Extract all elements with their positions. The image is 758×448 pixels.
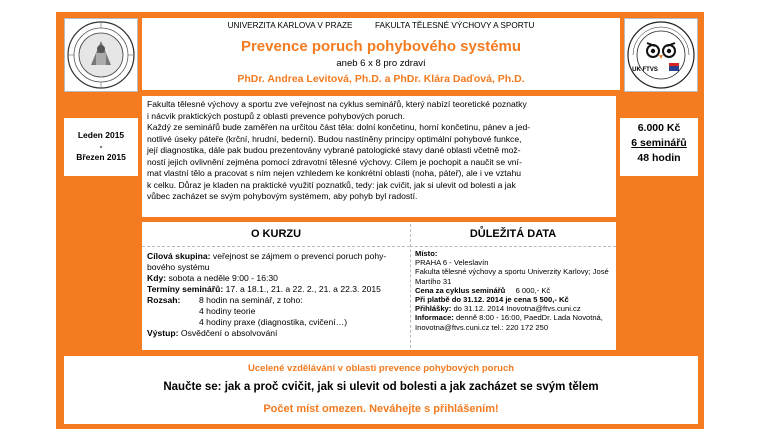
price-hours: 48 hodin — [637, 152, 681, 164]
course-heading: O KURZU — [250, 228, 302, 240]
important-heading: DŮLEŽITÁ DATA — [469, 228, 557, 240]
price-block — [620, 121, 698, 166]
info-value: denně 8:00 - 16:00, PaedDr. Lada Novotná, — [455, 313, 603, 323]
place-label: Místo: — [415, 249, 438, 258]
early-value: 5 500,- Kč — [533, 295, 569, 305]
date-to: Březen 2015 — [76, 152, 126, 162]
place-line: PRAHA 6 - Veleslavín — [415, 258, 489, 268]
date-dash: - — [99, 141, 103, 151]
ftvs-logo — [624, 18, 698, 92]
seal-icon — [65, 19, 137, 91]
intro-line: i nácvik praktických postupů z oblasti prevence pohybových poruch. — [147, 110, 405, 121]
when-label: Kdy: — [147, 273, 167, 283]
footer-line1: Ucelené vzdělávání v oblasti prevence pohybových poruch — [247, 363, 515, 374]
important-details — [415, 249, 613, 332]
price-amount: 6.000 Kč — [637, 122, 681, 134]
important-heading-rule — [410, 246, 616, 247]
university-name: UNIVERZITA KARLOVA V PRAZE — [227, 21, 353, 30]
scope-item: 8 hodin na seminář, z toho: — [199, 295, 303, 305]
faculty-name: FAKULTA TĚLESNÉ VÝCHOVY A SPORTU — [374, 21, 535, 30]
header-title: Prevence poruch pohybového systému — [240, 38, 522, 55]
course-heading-rule — [142, 246, 410, 247]
place-line: Fakulta tělesné výchovy a sportu Univerzity Karlovy; José — [415, 267, 609, 277]
early-label: Při platbě do 31.12. 2014 je cena — [415, 295, 532, 305]
price-label: Cena za cyklus seminářů — [415, 285, 506, 295]
intro-line: ností jejich ovlivnění zejména pomocí zdravotní tělesné výchovy. Cílem je pochopit a naučit se vní- — [147, 156, 522, 167]
intro-line: notlivé úseky páteře (krční, hrudní, bederní). Budou nastíněny principy optimální pohybové funkce, — [147, 133, 522, 144]
intro-line: Fakulta tělesné výchovy a sportu zve veřejnost na cyklus seminářů, který nabízí teoretické poznatky — [147, 99, 527, 109]
info-label: Informace: — [415, 313, 454, 323]
header-subtitle: aneb 6 x 8 pro zdraví — [336, 58, 426, 69]
scope-label: Rozsah: — [147, 295, 181, 305]
dates-label: Termíny seminářů: — [147, 284, 224, 294]
date-from: Leden 2015 — [77, 130, 125, 140]
university-seal-logo — [64, 18, 138, 92]
target-value-cont: bového systému — [147, 262, 210, 272]
price-value: 6 000,- Kč — [515, 285, 551, 295]
price-sessions: 6 seminářů — [631, 137, 687, 149]
intro-text — [147, 99, 613, 203]
dates-value: 17. a 18.1., 21. a 22. 2., 21. a 22.3. 2015 — [225, 284, 381, 294]
target-value: veřejnost se zájmem o prevenci poruch pohy- — [212, 251, 387, 261]
signup-value: do 31.12. 2014 Inovotna@ftvs.cuni.cz — [453, 304, 581, 314]
output-label: Výstup: — [147, 328, 179, 338]
owl-logo-icon — [625, 19, 697, 91]
intro-line: vůbec zacházet se svým pohybovým systémem, aby pohyb byl radostí. — [147, 191, 418, 201]
intro-line: její diagnostika, dále pak budou prezentovány vybrané patologické stavy dané oblasti včetně mož- — [147, 145, 521, 155]
info-divider — [410, 224, 411, 348]
intro-line: k celku. Důraz je kladen na praktické využití poznatků, tedy: jak cvičit, jak si ulevit od bolesti a jak — [147, 179, 516, 190]
info-contact: Inovotna@ftvs.cuni.cz tel.: 220 172 250 — [415, 322, 549, 332]
ftvs-abbr: UK FTVS — [632, 67, 658, 73]
course-details — [147, 251, 407, 349]
place-line: Martího 31 — [415, 276, 452, 286]
signup-label: Přihlášky: — [415, 304, 452, 314]
header-university — [142, 21, 620, 30]
footer-line3: Počet míst omezen. Neváhejte s přihlášením! — [263, 403, 499, 415]
output-value: Osvědčení o absolvování — [180, 328, 278, 338]
scope-item: 4 hodiny teorie — [199, 306, 256, 316]
intro-line: mat vlastní tělo a pracovat s ním nejen vzhledem ke konkrétní oblasti (noha, páteř), ale i ve vztahu — [147, 168, 522, 178]
when-value: sobota a neděle 9:00 - 16:30 — [168, 273, 278, 283]
header-authors: PhDr. Andrea Levitová, Ph.D. a PhDr. Klára Daďová, Ph.D. — [237, 73, 525, 85]
target-label: Cílová skupina: — [147, 251, 211, 261]
footer-line2: Naučte se: jak a proč cvičit, jak si ulevit od bolesti a jak zacházet se svým tělem — [163, 381, 599, 393]
scope-item: 4 hodiny praxe (diagnostika, cvičení…) — [199, 317, 348, 327]
dates-block — [64, 130, 138, 163]
intro-line: Každý ze seminářů bude zaměřen na určitou část těla: dolní končetinu, horní končetinu, pánev a jed- — [147, 122, 531, 132]
